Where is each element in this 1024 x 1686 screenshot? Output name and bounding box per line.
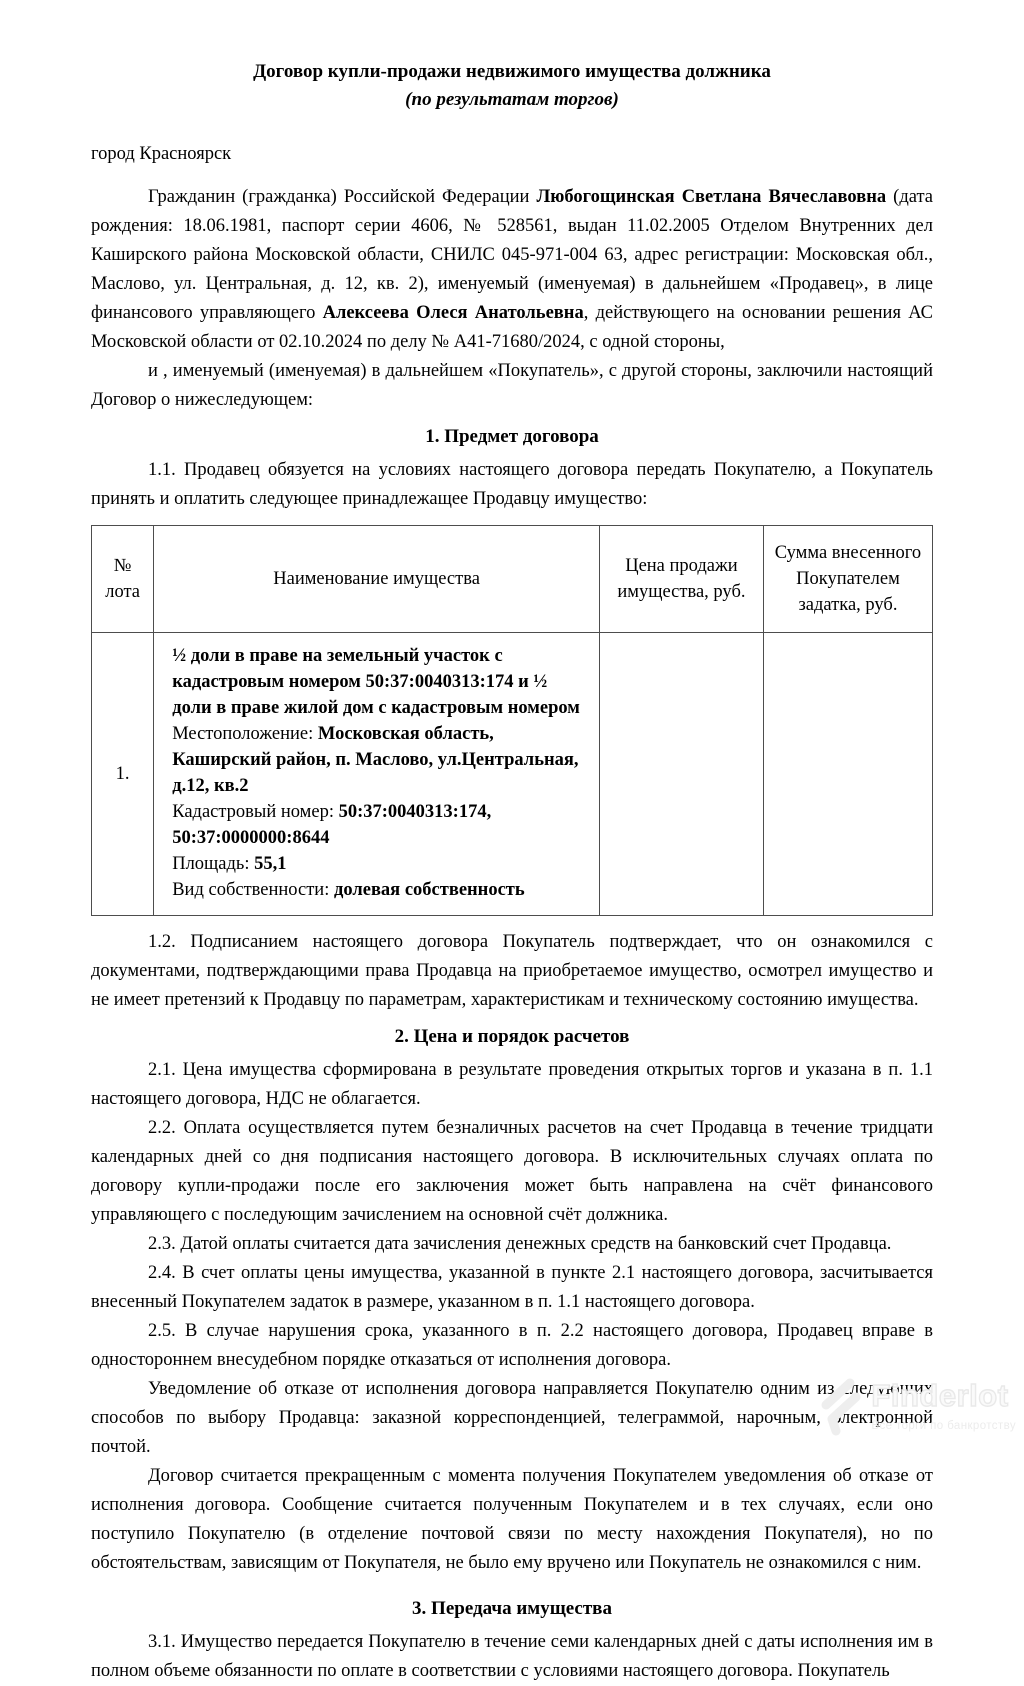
table-row [92,633,933,916]
description-line: Кадастровый номер: 50:37:0040313:174, 50:37:0000000:8644 [172,802,492,848]
clause-1-2: 1.2. Подписанием настоящего договора Покупатель подтверждает, что он ознакомился с документами, подтверждающими права Продавца на приобретаемое имущество, осмотрел имущество и не имеет претензий к Продавцу по параметрам, характеристикам и техническому состоянию имущества. [91,932,933,1010]
intro-paragraph: Гражданин (гражданка) Российской Федерации Любогощинская Светлана Вячеславовна (дата рождения: 18.06.1981, паспорт серии 4606, № 528561, выдан 11.02.2005 Отделом Внутренних дел Каширского района Московской области, СНИЛС 045-971-004 63, адрес регистрации: Московская обл., Маслово, ул. Центральная, д. 12, кв. 2), именуемый (именуемая) в дальнейшем «Продавец», в лице финансового управляющего Алексеева Олеся Анатольевна, действующего на основании решения АС Московской области от 02.10.2024 по делу № А41-71680/2024, с одной стороны, [91,187,933,352]
termination-paragraph: Договор считается прекращенным с момента получения Покупателем уведомления об отказе от исполнения договора. Сообщение считается полученным Покупателем и в тех случаях, если оно поступило Покупателю (в отделение почтовой связи по месту нахождения Покупателя), но по обстоятельствам, зависящим от Покупателя, не было ему вручено или Покупатель не ознакомился с ним. [91,1466,933,1573]
document-subtitle: (по результатам торгов) [405,89,619,110]
lot-number-cell: 1. [92,633,154,916]
description-line: Местоположение: Московская область, Каширский район, п. Маслово, ул.Центральная, д.12, кв.2 [172,724,579,796]
header-sale-price: Цена продажи имущества, руб. [599,526,763,633]
watermark-tagline: Все торги по банкротству [871,1420,1016,1432]
city-line: город Красноярск [91,144,232,164]
clause-2-2: 2.2. Оплата осуществляется путем безналичных расчетов на счет Продавца в течение тридцати календарных дней со дня подписания настоящего договора. В исключительных случаях оплата по договору купли-продажи после его заключения может быть направлена на счёт финансового управляющего с последующим зачислением на основной счёт должника. [91,1118,933,1225]
clause-1-1: 1.1. Продавец обязуется на условиях настоящего договора передать Покупателю, а Покупатель принять и оплатить следующее принадлежащее Продавцу имущество: [91,460,933,509]
watermark-text [871,1378,1016,1441]
header-property-name: Наименование имущества [154,526,600,633]
description-line: Площадь: 55,1 [172,854,287,874]
header-deposit-sum: Сумма внесенного Покупателем задатка, руб. [763,526,932,633]
header-lot-number: № лота [92,526,154,633]
deposit-cell [763,633,932,916]
watermark [819,1378,1016,1444]
buyer-paragraph: и , именуемый (именуемая) в дальнейшем «Покупатель», с другой стороны, заключили настоящий Договор о нижеследующем: [91,361,933,410]
watermark-brand: Finderlot [871,1378,1009,1413]
sale-price-cell [599,633,763,916]
property-description-cell [154,633,600,916]
clause-2-3: 2.3. Датой оплаты считается дата зачисления денежных средств на банковский счет Продавца. [148,1234,892,1254]
refusal-notice-paragraph: Уведомление об отказе от исполнения договора направляется Покупателю одним из следующих способов по выбору Продавца: заказной корреспонденцией, телеграммой, нарочным, электронной почтой. [91,1379,933,1457]
description-line: Вид собственности: долевая собственность [172,880,525,900]
section-1-heading: 1. Предмет договора [425,426,599,447]
clause-2-4: 2.4. В счет оплаты цены имущества, указанной в пункте 2.1 настоящего договора, засчитывается внесенный Покупателем задаток в размере, указанном в п. 1.1 настоящего договора. [91,1263,933,1312]
clause-2-5: 2.5. В случае нарушения срока, указанного в п. 2.2 настоящего договора, Продавец вправе в одностороннем внесудебном порядке отказаться от исполнения договора. [91,1321,933,1370]
table-header-row [92,526,933,633]
clause-2-1: 2.1. Цена имущества сформирована в результате проведения открытых торгов и указана в п. 1.1 настоящего договора, НДС не облагается. [91,1060,933,1109]
description-line: ½ доли в праве на земельный участок с кадастровым номером 50:37:0040313:174 и ½ доли в праве жилой дом с кадастровым номером [172,646,580,718]
section-2-heading: 2. Цена и порядок расчетов [394,1026,630,1047]
section-3-heading: 3. Передача имущества [412,1598,612,1619]
clause-3-1: 3.1. Имущество передается Покупателю в течение семи календарных дней с даты исполнения им в полном объеме обязанности по оплате в соответствии с условиями настоящего договора. Покупатель [91,1632,933,1681]
lots-table [91,525,933,916]
finderlot-logo-icon [819,1378,867,1444]
document-title: Договор купли-продажи недвижимого имущества должника [253,61,771,82]
